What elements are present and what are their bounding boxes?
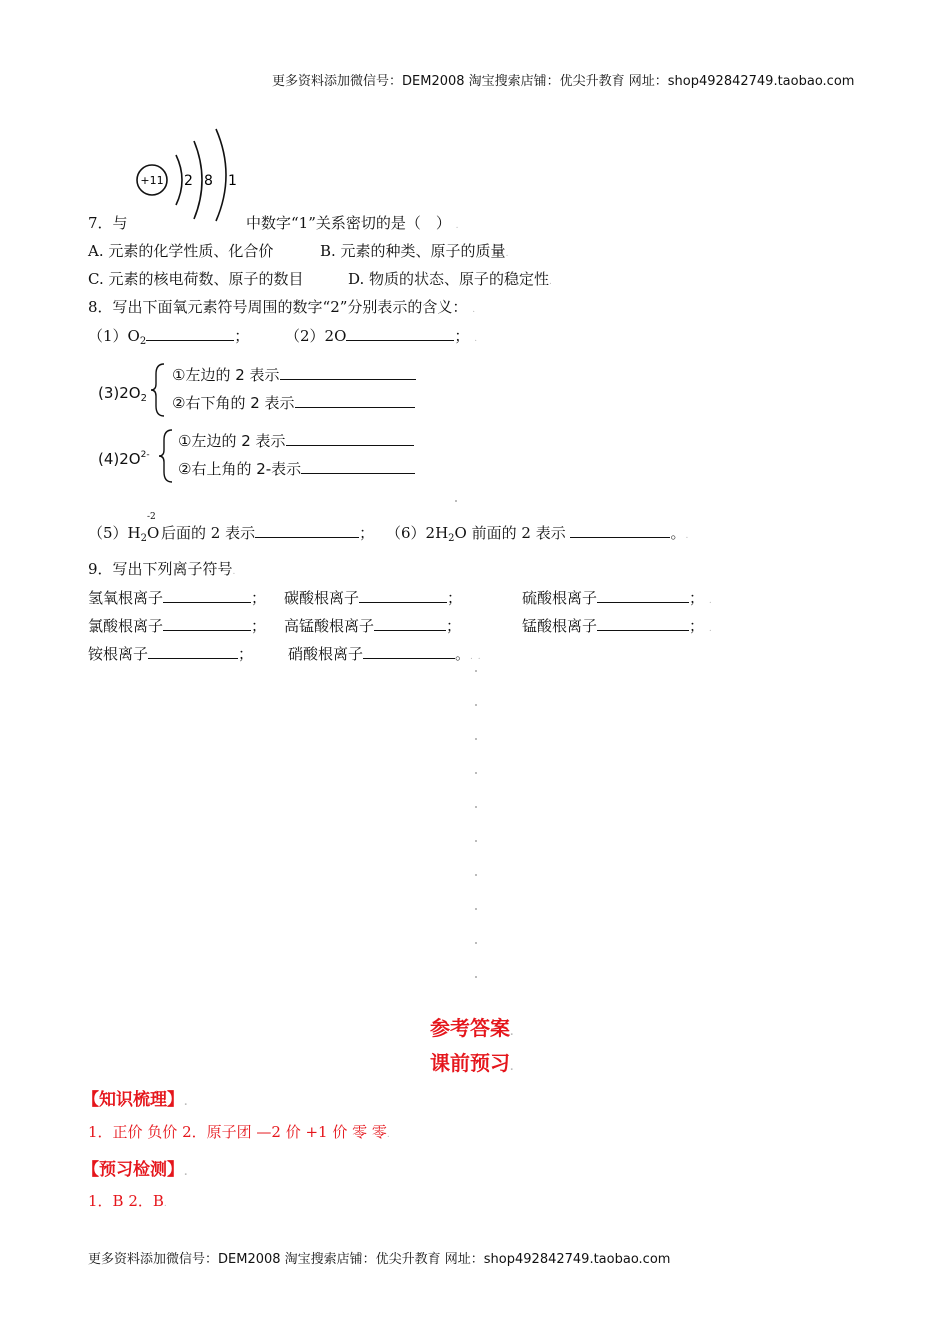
q8-stem: 8．写出下面氧元素符号周围的数字“2”分别表示的含义： . bbox=[88, 298, 476, 316]
paragraph-mark bbox=[475, 772, 477, 774]
brace-icon bbox=[158, 428, 176, 484]
q8-part3-line1: ①左边的 2 表示 bbox=[172, 364, 416, 385]
q7-option-a: A. 元素的化学性质、化合价 bbox=[88, 242, 274, 260]
shell-1-count: 2 bbox=[184, 173, 193, 189]
section-check-answers: 1．B 2．B. bbox=[88, 1192, 167, 1210]
q8-part4-line1: ①左边的 2 表示 bbox=[178, 430, 414, 451]
shell-2-count: 8 bbox=[204, 173, 213, 189]
shell-3-count: 1 bbox=[228, 173, 237, 189]
valence-label: -2 bbox=[147, 512, 156, 522]
q9-item-sulfate: 硫酸根离子 ； . bbox=[522, 589, 712, 607]
paragraph-mark bbox=[475, 704, 477, 706]
paragraph-mark bbox=[475, 874, 477, 876]
answers-subtitle: 课前预习. bbox=[430, 1051, 514, 1075]
section-knowledge-title: 【知识梳理】. bbox=[82, 1090, 188, 1110]
q9-item-ammonium: 铵根离子 ； bbox=[88, 645, 254, 663]
q7-stem: 中数字“1”关系密切的是（ ） . bbox=[246, 214, 459, 232]
q9-item-nitrate: 硝酸根离子 。. . bbox=[288, 645, 481, 663]
paragraph-mark bbox=[475, 942, 477, 944]
paragraph-mark bbox=[475, 976, 477, 978]
q8-part3-line2: ②右下角的 2 表示 bbox=[172, 392, 415, 413]
q8-part2: （2）2O ； . bbox=[285, 327, 478, 345]
paragraph-mark bbox=[475, 738, 477, 740]
q8-part1: $(1)O_2$ ； bbox=[88, 327, 250, 347]
page-footer: 更多资料添加微信号：DEM2008 淘宝搜索店铺：优尖升教育 网址：shop492842749.taobao.com bbox=[88, 1252, 671, 1267]
q8-part5: $(5)H_2$ -2 O 后面的 2 表示 ； bbox=[88, 512, 375, 544]
atom-structure-diagram bbox=[128, 125, 248, 225]
answers-title: 参考答案. bbox=[430, 1016, 514, 1040]
q9-item-chlorate: 氯酸根离子 ； bbox=[88, 617, 267, 635]
q8-part4-line2: ②右上角的 2-表示 bbox=[178, 458, 415, 479]
q7-option-b: B. 元素的种类、原子的质量. bbox=[320, 242, 509, 260]
q9-item-hydroxide: 氢氧根离子 ； bbox=[88, 589, 267, 607]
brace-icon bbox=[150, 362, 168, 418]
q7-option-d: D. 物质的状态、原子的稳定性. bbox=[348, 270, 552, 288]
q8-part4-label: $(4)2O^{2-}$ bbox=[98, 450, 150, 468]
paragraph-mark bbox=[455, 500, 457, 502]
section-check-title: 【预习检测】. bbox=[82, 1160, 188, 1180]
q9-item-permanganate: 高锰酸根离子 ； bbox=[284, 617, 462, 635]
q9-item-carbonate: 碳酸根离子 ； bbox=[284, 589, 463, 607]
section-knowledge-answers: 1．正价 负价 2．原子团 —2 价 +1 价 零 零. bbox=[88, 1123, 390, 1141]
paragraph-mark bbox=[475, 806, 477, 808]
nucleus-label: +11 bbox=[140, 174, 164, 187]
page-header: 更多资料添加微信号：DEM2008 淘宝搜索店铺：优尖升教育 网址：shop492842749.taobao.com bbox=[272, 74, 855, 89]
paragraph-mark bbox=[475, 908, 477, 910]
q7-option-c: C. 元素的核电荷数、原子的数目 bbox=[88, 270, 304, 288]
q8-part6: $(6)2H_2O$ 前面的 2 表示 。. bbox=[386, 524, 689, 544]
paragraph-mark bbox=[475, 840, 477, 842]
q9-stem: 9．写出下列离子符号. bbox=[88, 560, 236, 578]
paragraph-mark bbox=[475, 670, 477, 672]
q9-item-manganate: 锰酸根离子 ； . bbox=[522, 617, 712, 635]
q7-number: 7．与 bbox=[88, 214, 128, 232]
q8-part3-label: $(3)2O_2$ bbox=[98, 384, 147, 404]
